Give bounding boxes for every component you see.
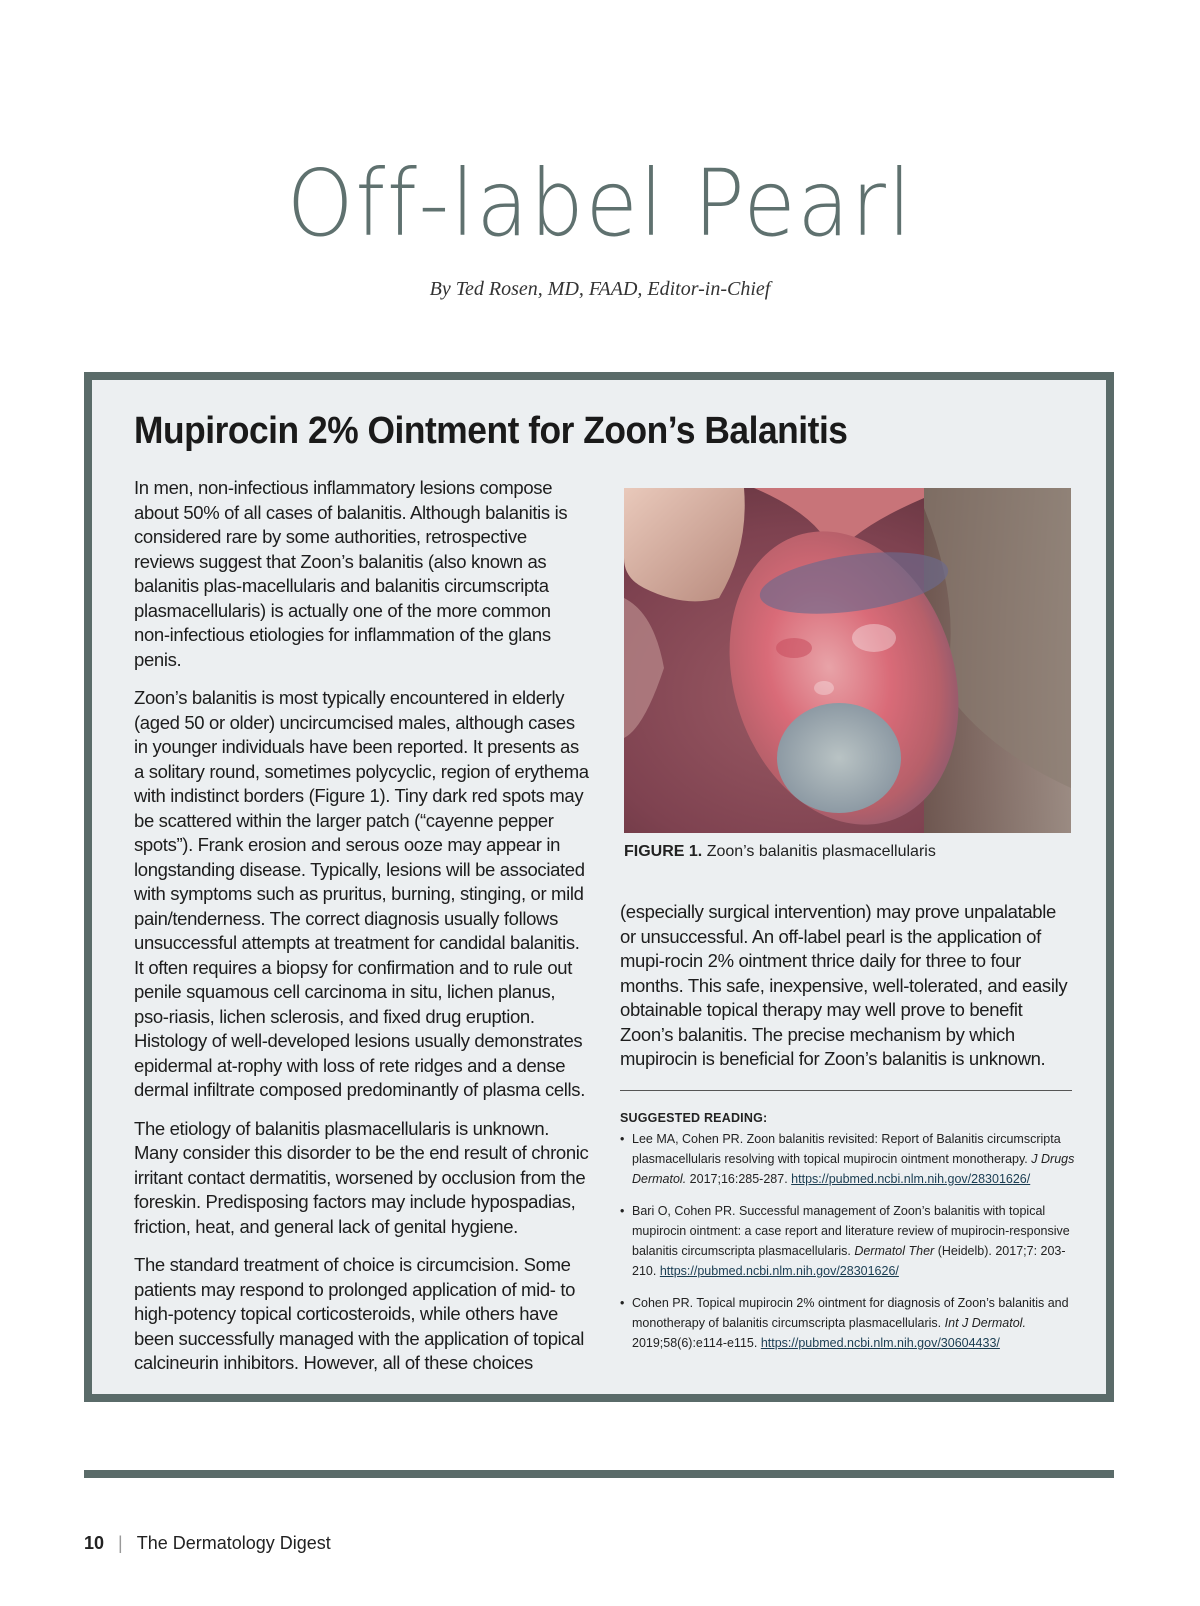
- left-column: [134, 476, 590, 1390]
- reference-item: [620, 1201, 1080, 1281]
- reference-text: Bari O, Cohen PR. Successful management of Zoon’s balanitis with topical mupirocin ointment: a case report and literature review of mupirocin-responsive balanitis circumscripta plasmacellularis.: [632, 1204, 1070, 1258]
- right-column: [620, 900, 1070, 1086]
- figure-caption: [624, 843, 936, 861]
- byline: By Ted Rosen, MD, FAAD, Editor-in-Chief: [429, 278, 771, 300]
- paragraph: (especially surgical intervention) may prove unpalatable or unsuccessful. An off-label pearl is the application of mupi-rocin 2% ointment thrice daily for three to four months. This safe, inexpensive, well-tolerated, and easily obtainable topical therapy may well prove to benefit Zoon’s balanitis. The precise mechanism by which mupirocin is beneficial for Zoon’s balanitis is unknown.: [620, 901, 1068, 1069]
- reference-item: [620, 1293, 1080, 1353]
- paragraph: The standard treatment of choice is circumcision. Some patients may respond to prolonged application of mid- to high-potency topical corticosteroids, while others have been successfully managed with the application of topical calcineurin inhibitors. However, all of these choices: [134, 1254, 585, 1373]
- clinical-photo: [624, 488, 1071, 833]
- reference-item: [620, 1129, 1080, 1189]
- page-title: Off-label Pearl: [286, 150, 914, 257]
- reference-link[interactable]: https://pubmed.ncbi.nlm.nih.gov/28301626/: [791, 1172, 1031, 1186]
- article-headline: Mupirocin 2% Ointment for Zoon’s Balanitis: [134, 410, 848, 452]
- reference-journal: J Drugs Dermatol.: [632, 1152, 1075, 1186]
- suggested-reading-title: SUGGESTED READING:: [620, 1111, 768, 1125]
- divider: [620, 1090, 1072, 1091]
- page-number: 10: [84, 1533, 105, 1553]
- clinical-photo-image: [624, 488, 1071, 833]
- footer-separator: |: [118, 1533, 123, 1553]
- figure-caption-text: Zoon’s balanitis plasmacellularis: [706, 843, 936, 860]
- article-box: [84, 372, 1114, 1402]
- reference-journal: Int J Dermatol.: [944, 1316, 1026, 1330]
- reference-details: 2017;16:285-287.: [689, 1172, 788, 1186]
- reference-text: Lee MA, Cohen PR. Zoon balanitis revisited: Report of Balanitis circumscripta plasmacellularis resolving with topical mupirocin ointment monotherapy.: [632, 1132, 1061, 1166]
- footer-bar: [84, 1470, 1114, 1478]
- figure-label: FIGURE 1.: [624, 843, 703, 860]
- reference-details: (Heidelb). 2017;7: 203-210.: [632, 1244, 1066, 1278]
- paragraph: Zoon’s balanitis is most typically encountered in elderly (aged 50 or older) uncircumcised males, although cases in younger individuals have been reported. It presents as a solitary round, sometimes polycyclic, region of erythema with indistinct borders (Figure 1). Tiny dark red spots may be scattered within the larger patch (“cayenne pepper spots”). Frank erosion and serous ooze may appear in longstanding disease. Typically, lesions will be associated with symptoms such as pruritus, burning, stinging, or mild pain/tenderness. The correct diagnosis usually follows unsuccessful attempts at treatment for candidal balanitis. It often requires a biopsy for confirmation and to rule out penile squamous cell carcinoma in situ, lichen planus, pso-riasis, lichen sclerosis, and fixed drug eruption. Histology of well-developed lesions usually demonstrates epidermal at-rophy with loss of rete ridges and a dense dermal infiltrate composed predominantly of plasma cells.: [134, 687, 589, 1100]
- publication-name: The Dermatology Digest: [136, 1533, 331, 1553]
- paragraph: The etiology of balanitis plasmacellularis is unknown. Many consider this disorder to be the end result of chronic irritant contact dermatitis, worsened by occlusion from the foreskin. Predisposing factors may include hypospadias, friction, heat, and general lack of genital hygiene.: [134, 1117, 589, 1237]
- reference-link[interactable]: https://pubmed.ncbi.nlm.nih.gov/28301626/: [659, 1264, 899, 1278]
- reference-text: Cohen PR. Topical mupirocin 2% ointment for diagnosis of Zoon’s balanitis and monotherapy of balanitis circumscripta plasmacellularis.: [632, 1296, 1069, 1330]
- reference-journal: Dermatol Ther: [854, 1244, 935, 1258]
- suggested-reading: [620, 1108, 1080, 1365]
- paragraph: In men, non-infectious inflammatory lesions compose about 50% of all cases of balanitis. Although balanitis is considered rare by some authorities, retrospective reviews suggest that Zoon’s balanitis (also known as balanitis plas-macellularis and balanitis circumscripta plasmacellularis) is actually one of the more common non-infectious etiologies for inflammation of the glans penis.: [134, 477, 568, 670]
- page-footer: [84, 1533, 331, 1554]
- reference-details: 2019;58(6):e114-e115.: [632, 1336, 758, 1350]
- reference-link[interactable]: https://pubmed.ncbi.nlm.nih.gov/30604433/: [760, 1336, 1000, 1350]
